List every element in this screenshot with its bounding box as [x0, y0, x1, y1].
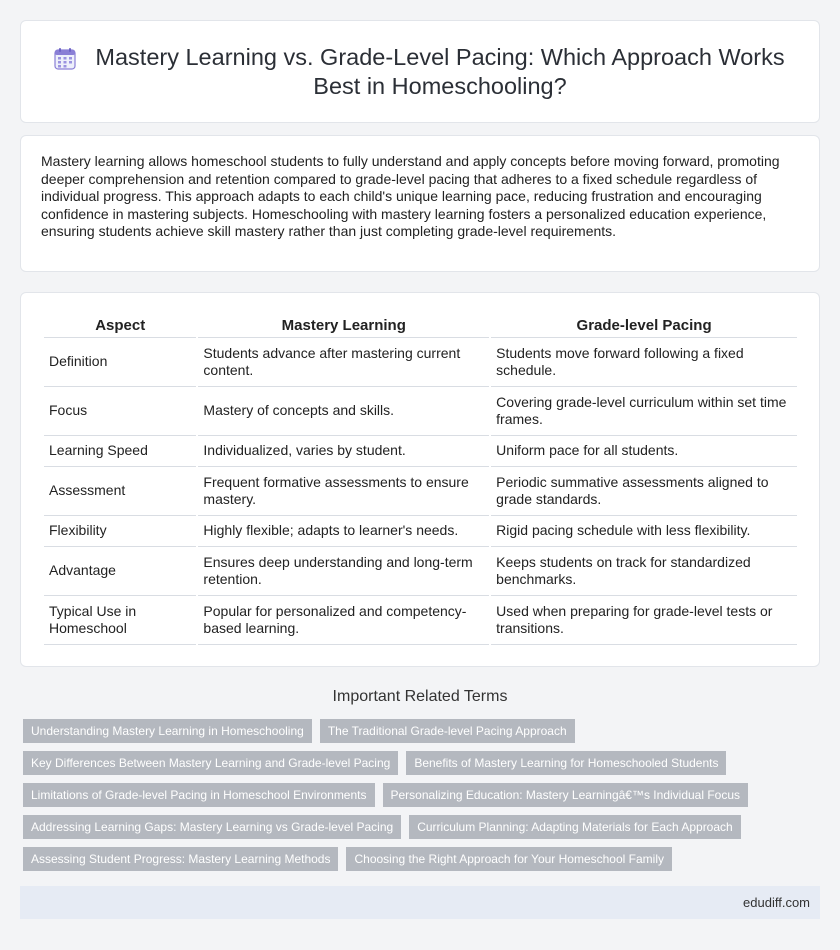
table-row — [44, 547, 797, 596]
related-term-tag[interactable]: Assessing Student Progress: Mastery Learning Methods — [23, 847, 338, 871]
table-cell: Advantage — [44, 547, 196, 596]
table-row — [44, 516, 797, 547]
related-term-tag[interactable]: Benefits of Mastery Learning for Homeschooled Students — [406, 751, 726, 775]
table-row — [44, 338, 797, 387]
table-row — [44, 387, 797, 436]
table-cell: Assessment — [44, 467, 196, 516]
related-term-tag[interactable]: Limitations of Grade-level Pacing in Homeschool Environments — [23, 783, 375, 807]
intro-card — [20, 135, 820, 272]
table-cell: Highly flexible; adapts to learner's needs. — [198, 516, 489, 547]
tag-row — [23, 719, 813, 743]
table-cell: Uniform pace for all students. — [491, 436, 797, 467]
column-header-grade-level: Grade-level Pacing — [491, 311, 797, 338]
table-cell: Individualized, varies by student. — [198, 436, 489, 467]
intro-paragraph: Mastery learning allows homeschool students to fully understand and apply concepts before moving forward, promoting deeper comprehension and retention compared to grade-level pacing that adheres to a fixed schedule regardless of individual progress. This approach adapts to each child's unique learning pace, reducing frustration and encouraging confidence in mastering subjects. Homeschooling with mastery learning fosters a personalized education experience, ensuring students achieve skill mastery rather than just completing grade-level requirements. — [41, 153, 780, 239]
column-header-mastery: Mastery Learning — [198, 311, 489, 338]
tag-row — [23, 783, 813, 807]
table-cell: Used when preparing for grade-level tests or transitions. — [491, 596, 797, 645]
table-cell: Frequent formative assessments to ensure mastery. — [198, 467, 489, 516]
related-terms-heading: Important Related Terms — [332, 688, 508, 705]
related-term-tag[interactable]: Addressing Learning Gaps: Mastery Learning vs Grade-level Pacing — [23, 815, 401, 839]
table-row — [44, 596, 797, 645]
table-cell: Rigid pacing schedule with less flexibility. — [491, 516, 797, 547]
related-term-tag[interactable]: Understanding Mastery Learning in Homeschooling — [23, 719, 312, 743]
footer — [20, 886, 820, 919]
table-cell: Students move forward following a fixed schedule. — [491, 338, 797, 387]
related-term-tag[interactable]: Personalizing Education: Mastery Learningâ€™s Individual Focus — [383, 783, 749, 807]
footer-site-link[interactable]: edudiff.com — [743, 895, 810, 910]
comparison-table-card — [20, 292, 820, 667]
related-terms-list — [23, 719, 813, 879]
page-title: Mastery Learning vs. Grade-Level Pacing: Which Approach Works Best in Homeschooling? — [95, 44, 785, 99]
table-cell: Ensures deep understanding and long-term retention. — [198, 547, 489, 596]
related-term-tag[interactable]: Key Differences Between Mastery Learning and Grade-level Pacing — [23, 751, 398, 775]
table-cell: Flexibility — [44, 516, 196, 547]
table-cell: Students advance after mastering current content. — [198, 338, 489, 387]
table-cell: Typical Use in Homeschool — [44, 596, 196, 645]
tag-row — [23, 815, 813, 839]
related-term-tag[interactable]: Choosing the Right Approach for Your Homeschool Family — [346, 847, 672, 871]
table-row — [44, 467, 797, 516]
table-cell: Focus — [44, 387, 196, 436]
table-cell: Definition — [44, 338, 196, 387]
related-term-tag[interactable]: The Traditional Grade-level Pacing Approach — [320, 719, 575, 743]
table-cell: Popular for personalized and competency-based learning. — [198, 596, 489, 645]
table-cell: Learning Speed — [44, 436, 196, 467]
tag-row — [23, 847, 813, 871]
column-header-aspect: Aspect — [44, 311, 196, 338]
table-header-row — [44, 311, 797, 338]
title-card — [20, 20, 820, 123]
table-row — [44, 436, 797, 467]
table-cell: Covering grade-level curriculum within set time frames. — [491, 387, 797, 436]
tag-row — [23, 751, 813, 775]
table-cell: Periodic summative assessments aligned to grade standards. — [491, 467, 797, 516]
table-cell: Mastery of concepts and skills. — [198, 387, 489, 436]
table-cell: Keeps students on track for standardized benchmarks. — [491, 547, 797, 596]
comparison-table — [42, 311, 799, 645]
related-term-tag[interactable]: Curriculum Planning: Adapting Materials for Each Approach — [409, 815, 741, 839]
